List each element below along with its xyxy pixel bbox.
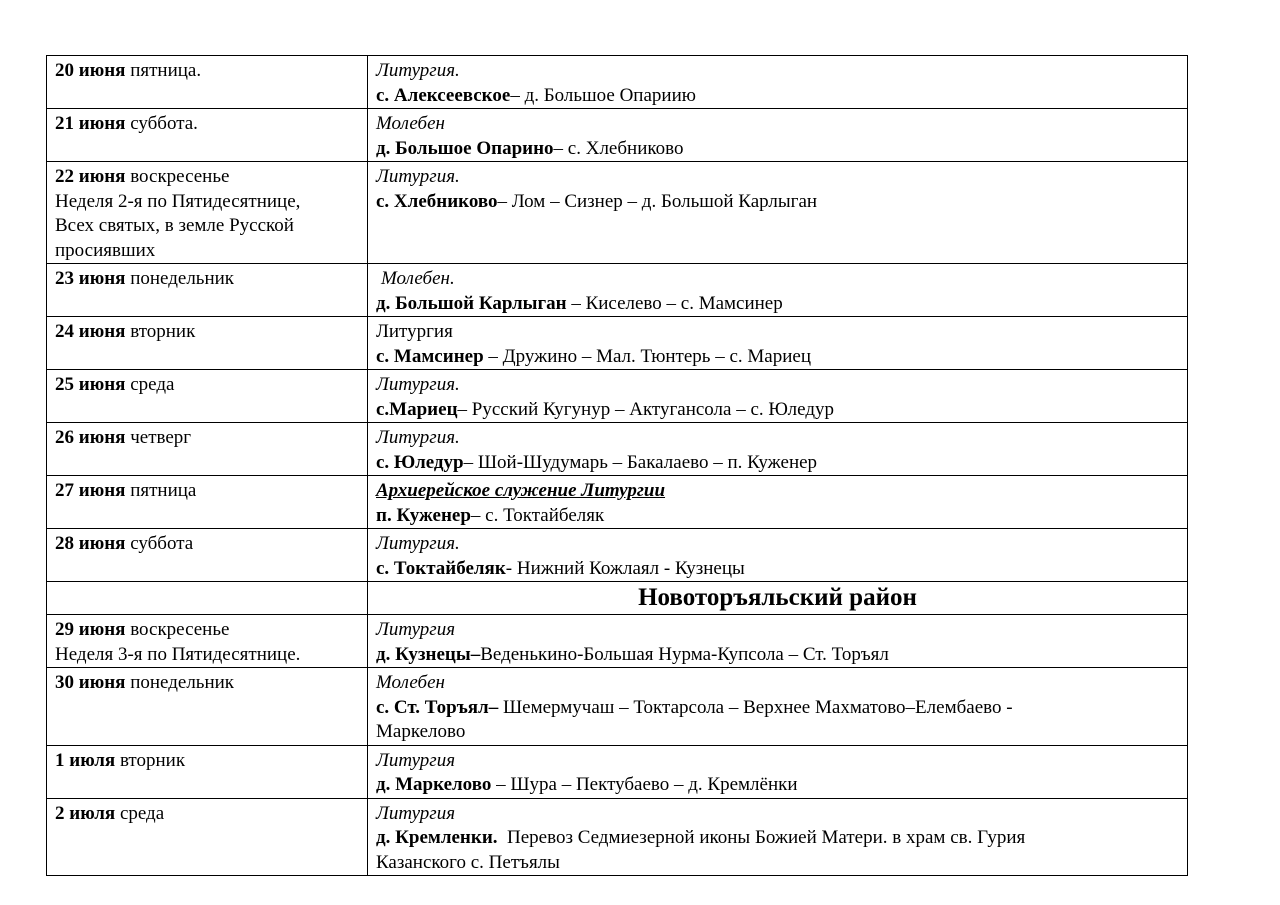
- route-start: с. Юледур: [376, 451, 464, 473]
- date-cell: [47, 56, 368, 109]
- feast-note: Неделя 2-я по Пятидесятнице,: [55, 190, 301, 212]
- weekday: вторник: [115, 749, 186, 771]
- region-row: [47, 582, 1188, 615]
- date-cell: [47, 317, 368, 370]
- route-rest: – с. Хлебниково: [553, 137, 684, 159]
- date: 30 июня: [55, 672, 126, 693]
- date-cell: [47, 529, 368, 582]
- route-rest: - Нижний Кожлаял - Кузнецы: [505, 557, 745, 579]
- date: 27 июня: [55, 480, 126, 501]
- weekday: среда: [125, 374, 175, 395]
- service-type: Литургия.: [376, 533, 460, 554]
- route-start: с. Алексеевское: [376, 84, 511, 106]
- route-start: д. Маркелово: [376, 774, 492, 795]
- feast-note: Неделя 3-я по Пятидесятнице.: [55, 643, 301, 665]
- date: 22 июня: [55, 166, 126, 187]
- route-start: с. Мамсинер: [376, 345, 484, 367]
- route-rest: – д. Большое Опариию: [510, 84, 696, 106]
- route-rest: Веденькино-Большая Нурма-Купсола – Ст. Торъял: [480, 643, 889, 665]
- feast-note: просиявших: [55, 239, 156, 261]
- event-cell: [368, 56, 1188, 109]
- weekday: вторник: [125, 321, 196, 342]
- date: 2 июля: [55, 802, 116, 824]
- table-row: [47, 370, 1188, 423]
- weekday: пятница: [125, 480, 197, 501]
- service-type: Литургия: [376, 802, 456, 824]
- table-row: [47, 798, 1188, 876]
- route-start: с. Ст. Торъял–: [376, 696, 499, 718]
- date: 23 июня: [55, 268, 126, 289]
- route-start: с. Токтайбеляк: [376, 557, 506, 579]
- date: 21 июня: [55, 113, 126, 134]
- service-type: Литургия.: [376, 374, 460, 395]
- event-cell: [368, 798, 1188, 876]
- event-cell: [368, 615, 1188, 668]
- event-cell: [368, 317, 1188, 370]
- route-start: д. Большой Карлыган: [376, 292, 567, 314]
- date-cell: [47, 745, 368, 798]
- region-heading: Новоторъяльский район: [638, 584, 917, 611]
- event-cell: [368, 476, 1188, 529]
- weekday: суббота.: [125, 113, 198, 134]
- date-cell: [47, 615, 368, 668]
- region-cell: [368, 582, 1188, 615]
- route-rest: – с. Токтайбеляк: [470, 504, 605, 526]
- date-cell: [47, 162, 368, 264]
- event-cell: [368, 370, 1188, 423]
- date-cell: [47, 370, 368, 423]
- table-row: [47, 56, 1188, 109]
- table-row: [47, 162, 1188, 264]
- weekday: пятница.: [125, 60, 202, 81]
- event-cell: [368, 264, 1188, 317]
- service-type: Молебен.: [381, 268, 455, 289]
- route-start: с. Хлебниково: [376, 190, 498, 212]
- route-continuation: Маркелово: [376, 721, 466, 742]
- schedule-table: [46, 55, 1188, 876]
- service-type: Молебен: [376, 113, 445, 134]
- route-rest: – Шой-Шудумарь – Бакалаево – п. Куженер: [463, 451, 818, 473]
- date: 28 июня: [55, 533, 126, 554]
- route-rest: – Русский Кугунур – Актугансола – с. Юледур: [457, 398, 835, 420]
- service-type: Литургия: [376, 619, 456, 640]
- route-rest: – Дружино – Мал. Тюнтерь – с. Мариец: [483, 345, 811, 367]
- weekday: четверг: [125, 427, 192, 448]
- weekday: воскресенье: [125, 166, 230, 187]
- service-type: Литургия.: [376, 427, 460, 448]
- event-cell: [368, 162, 1188, 264]
- empty-cell: [47, 582, 368, 615]
- table-row: [47, 615, 1188, 668]
- route-rest: Перевоз Седмиезерной иконы Божией Матери. в храм св. Гурия: [497, 827, 1026, 848]
- service-type: Молебен: [376, 672, 445, 693]
- weekday: среда: [115, 802, 165, 824]
- feast-note: Всех святых, в земле Русской: [55, 215, 294, 236]
- date-cell: [47, 798, 368, 876]
- route-rest: Шемермучаш – Токтарсола – Верхнее Махматово–Елембаево -: [498, 696, 1013, 718]
- service-type: Архиерейское служение Литургии: [376, 480, 666, 501]
- date: 1 июля: [55, 749, 116, 771]
- date-cell: [47, 668, 368, 746]
- route-start: с.Мариец: [376, 398, 458, 420]
- event-cell: [368, 668, 1188, 746]
- table-row: [47, 423, 1188, 476]
- service-type: Литургия.: [376, 60, 460, 81]
- route-rest: – Лом – Сизнер – д. Большой Карлыган: [497, 190, 818, 212]
- table-row: [47, 668, 1188, 746]
- weekday: понедельник: [125, 672, 235, 693]
- service-type: Литургия: [376, 321, 453, 342]
- date-cell: [47, 109, 368, 162]
- event-cell: [368, 529, 1188, 582]
- table-row: [47, 264, 1188, 317]
- route-continuation: Казанского с. Петъялы: [376, 851, 560, 873]
- route-start: д. Кузнецы–: [376, 643, 481, 665]
- event-cell: [368, 745, 1188, 798]
- date-cell: [47, 264, 368, 317]
- table-row: [47, 529, 1188, 582]
- route-rest: – Шура – Пектубаево – д. Кремлёнки: [491, 774, 798, 795]
- date: 29 июня: [55, 619, 126, 640]
- table-row: [47, 745, 1188, 798]
- weekday: воскресенье: [125, 619, 230, 640]
- event-cell: [368, 109, 1188, 162]
- service-type: Литургия.: [376, 166, 460, 187]
- route-start: д. Кремленки.: [376, 827, 498, 848]
- route-rest: – Киселево – с. Мамсинер: [566, 292, 783, 314]
- table-row: [47, 317, 1188, 370]
- route-start: п. Куженер: [376, 504, 471, 526]
- weekday: понедельник: [125, 268, 235, 289]
- date: 25 июня: [55, 374, 126, 395]
- weekday: суббота: [125, 533, 194, 554]
- service-type: Литургия: [376, 749, 456, 771]
- date: 20 июня: [55, 60, 126, 81]
- date: 26 июня: [55, 427, 126, 448]
- date-cell: [47, 423, 368, 476]
- route-start: д. Большое Опарино: [376, 137, 554, 159]
- event-cell: [368, 423, 1188, 476]
- date-cell: [47, 476, 368, 529]
- table-row: [47, 476, 1188, 529]
- date: 24 июня: [55, 321, 126, 342]
- table-row: [47, 109, 1188, 162]
